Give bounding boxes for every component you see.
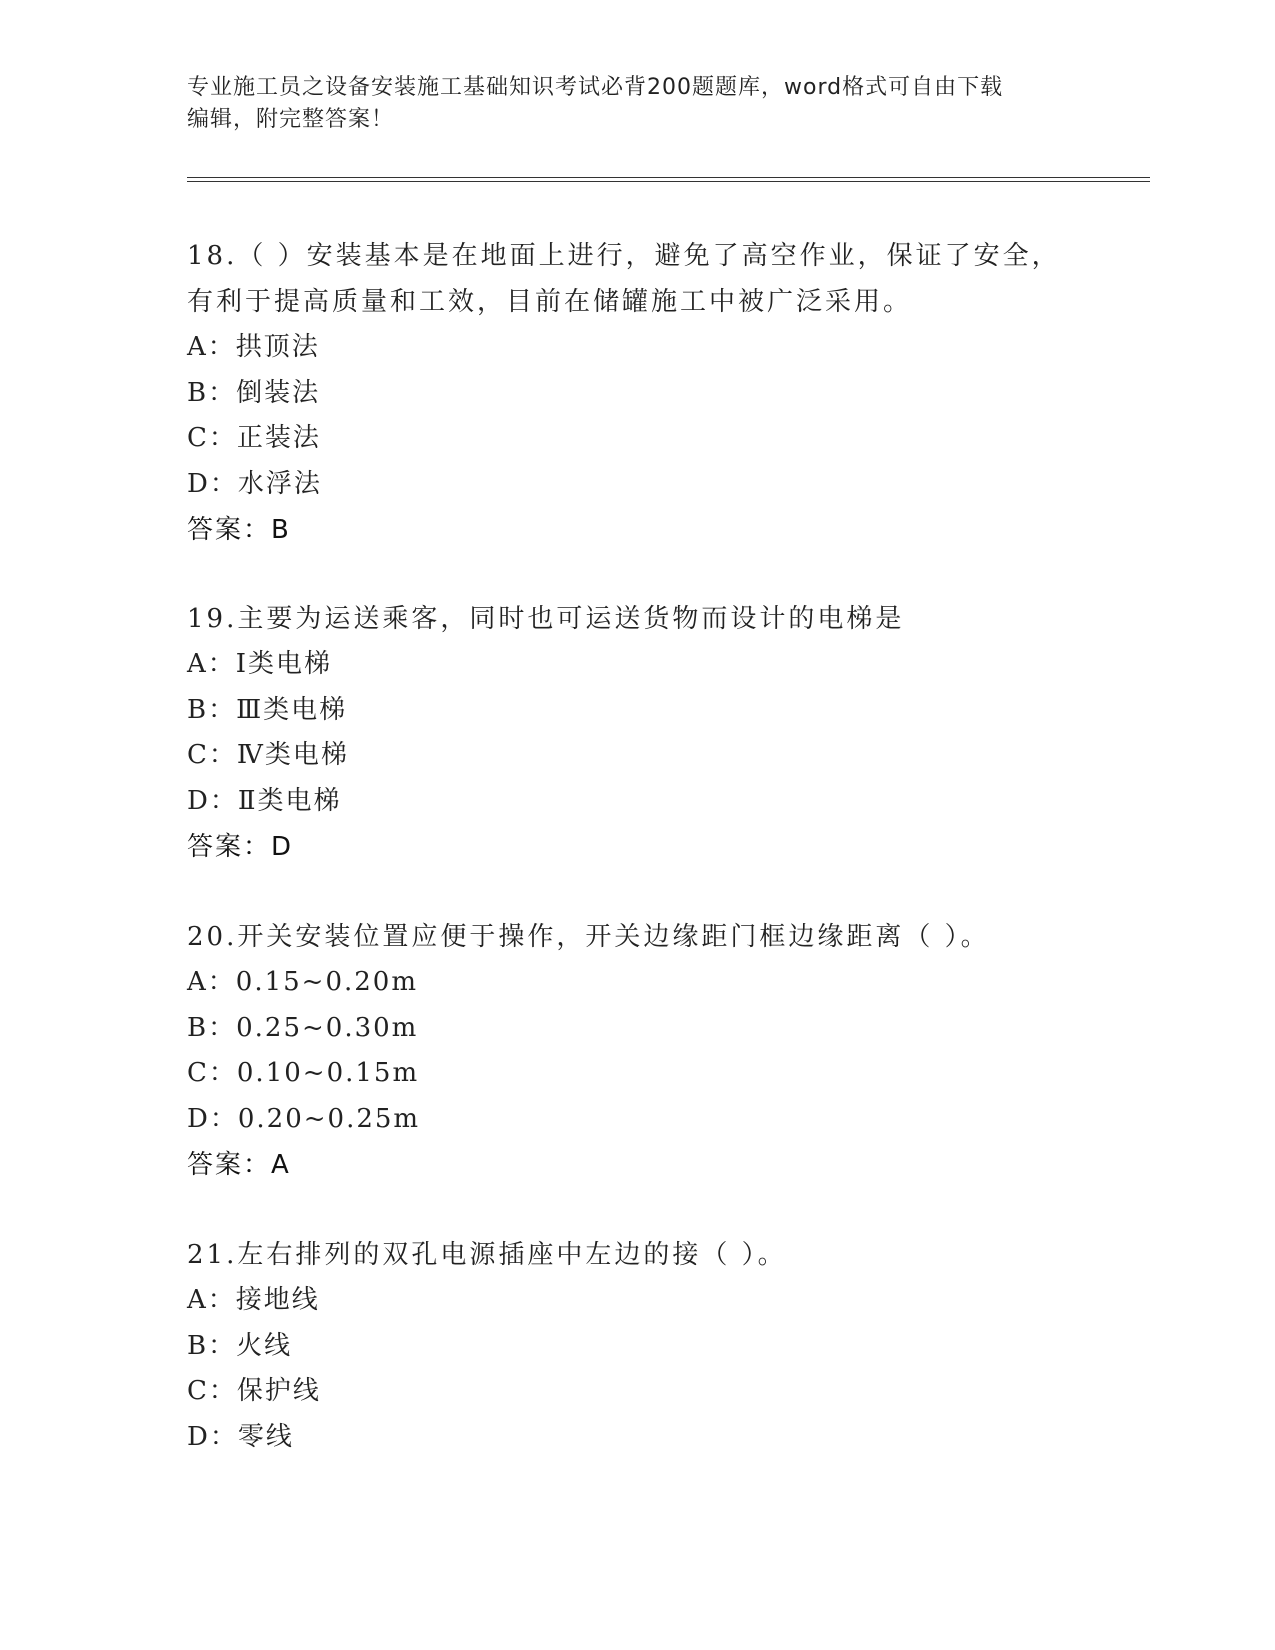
option-d: D：Ⅱ类电梯 <box>187 785 342 816</box>
header-divider-top <box>187 177 1150 178</box>
question-text <box>187 914 1087 960</box>
option-b: B：Ⅲ类电梯 <box>187 694 348 725</box>
option-a: A：接地线 <box>187 1285 320 1315</box>
answer-label: 答案：A <box>187 1150 291 1180</box>
question-line: 20.开关安装位置应便于操作，开关边缘距门框边缘距离（ ）。 <box>187 922 990 952</box>
option-b: B：火线 <box>187 1330 293 1361</box>
question-19 <box>187 596 1087 870</box>
answer-label: 答案：D <box>187 832 294 862</box>
option-b: B：倒装法 <box>187 377 321 408</box>
question-line: 21.左右排列的双孔电源插座中左边的接（ ）。 <box>187 1240 787 1270</box>
document-header <box>187 72 1087 136</box>
question-line: 有利于提高质量和工效，目前在储罐施工中被广泛采用。 <box>187 287 913 317</box>
question-text <box>187 596 1087 642</box>
question-21 <box>187 1232 1087 1460</box>
question-20 <box>187 914 1087 1188</box>
option-a: A：Ⅰ类电梯 <box>187 649 333 679</box>
option-c: C：Ⅳ类电梯 <box>187 740 349 770</box>
question-text <box>187 233 1087 325</box>
option-d: D：零线 <box>187 1421 294 1452</box>
option-d: D：0.20~0.25m <box>187 1103 421 1134</box>
option-b: B：0.25~0.30m <box>187 1012 419 1043</box>
question-line: 19.主要为运送乘客，同时也可运送货物而设计的电梯是 <box>187 604 905 634</box>
answer-label: 答案：B <box>187 515 291 545</box>
question-text <box>187 1232 1087 1278</box>
option-c: C：0.10~0.15m <box>187 1058 420 1088</box>
header-line-1: 专业施工员之设备安装施工基础知识考试必背200题题库，word格式可自由下载 <box>187 75 1004 100</box>
question-18 <box>187 233 1087 553</box>
option-a: A：拱顶法 <box>187 332 320 362</box>
header-line-2: 编辑，附完整答案！ <box>187 107 395 132</box>
option-a: A：0.15~0.20m <box>187 967 418 997</box>
header-divider-bottom <box>187 181 1150 182</box>
option-c: C：保护线 <box>187 1376 321 1406</box>
option-d: D：水浮法 <box>187 468 322 499</box>
option-c: C：正装法 <box>187 423 321 453</box>
question-line: 18.（ ）安装基本是在地面上进行，避免了高空作业，保证了安全， <box>187 241 1061 271</box>
